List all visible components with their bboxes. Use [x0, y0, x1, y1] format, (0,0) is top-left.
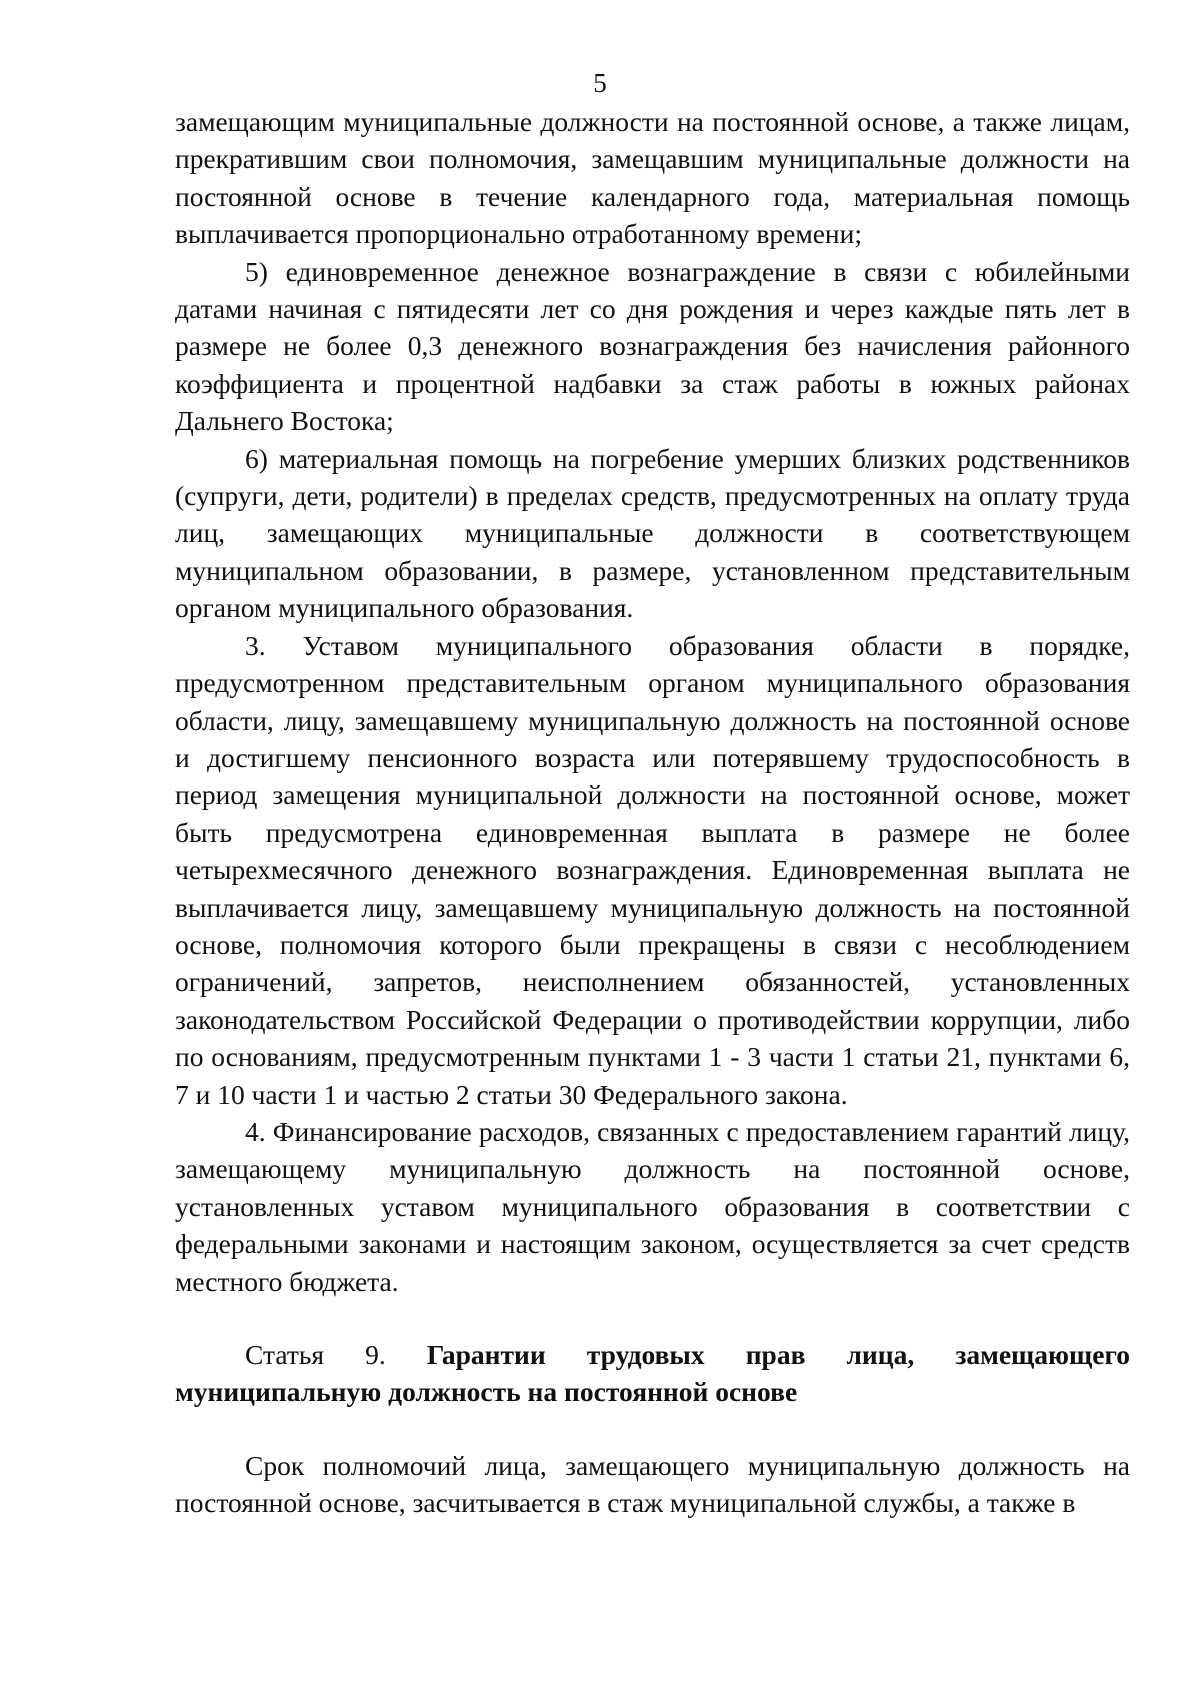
paragraph-item-5: 5) единовременное денежное вознаграждение в связи с юбилейными датами начиная с пятидесяти лет со дня рождения и через каждые пять лет в размере не более 0,3 денежного вознаграждения без начисления районного коэффициента и процентной надбавки за стаж работы в южных районах Дальнего Востока; — [175, 255, 1130, 437]
paragraph-part-4: 4. Финансирование расходов, связанных с предоставлением гарантий лицу, замещающему муниципальную должность на постоянной основе, установленных уставом муниципального образования в соответствии с федеральными законами и настоящим законом, осуществляется за счет средств местного бюджета. — [175, 1115, 1130, 1297]
paragraph-article-9: Срок полномочий лица, замещающего муниципальную должность на постоянной основе, засчитывается в стаж муниципальной службы, а также в — [175, 1449, 1130, 1519]
article-label: Статья 9. — [245, 1339, 386, 1370]
paragraph-part-3: 3. Уставом муниципального образования области в порядке, предусмотренном представительным органом муниципального образования области, лицу, замещавшему муниципальную должность на постоянной основе и достигшему пенсионного возраста или потерявшему трудоспособность в период замещения муниципальной должности на постоянной основе, может быть предусмотрена единовременная выплата в размере не более четырехмесячного денежного вознаграждения. Единовременная выплата не выплачивается лицу, замещавшему муниципальную должность на постоянной основе, полномочия которого были прекращены в связи с несоблюдением ограничений, запретов, неисполнением обязанностей, установленных законодательством Российской Федерации о противодействии коррупции, либо по основаниям, предусмотренным пунктами 1 - 3 части 1 статьи 21, пунктами 6, 7 и 10 части 1 и частью 2 статьи 30 Федерального закона. — [175, 629, 1130, 1110]
document-body — [175, 103, 1130, 1522]
page-number: 5 — [593, 68, 607, 98]
paragraph-continuation: замещающим муниципальные должности на постоянной основе, а также лицам, прекратившим свои полномочия, замещавшим муниципальные должности на постоянной основе в течение календарного года, материальная помощь выплачивается пропорционально отработанному времени; — [175, 106, 1130, 250]
article-title: Гарантии трудовых прав лица, замещающего муниципальную должность на постоянной основе — [175, 1339, 1131, 1408]
paragraph-item-6: 6) материальная помощь на погребение умерших близких родственников (супруги, дети, родители) в пределах средств, предусмотренных на оплату труда лиц, замещающих муниципальные должности в соответствующем муниципальном образовании, в размере, установленном представительным органом муниципального образования. — [175, 442, 1130, 624]
article-heading — [175, 1336, 1130, 1411]
